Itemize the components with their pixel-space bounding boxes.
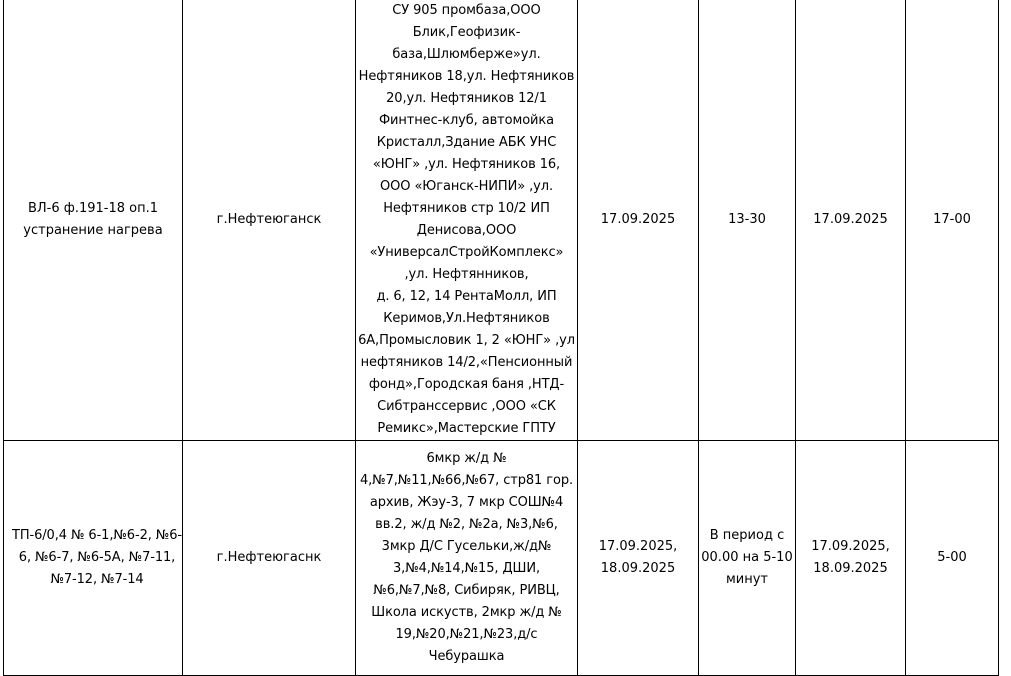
- object-cell: [4, 0, 183, 441]
- object-cell: [4, 441, 183, 676]
- object-text: ВЛ-6 ф.191-18 оп.1 устранение нагрева: [23, 201, 163, 238]
- table-row: [4, 0, 999, 441]
- off-time-cell: [699, 0, 796, 441]
- consumers-cell: [356, 441, 578, 676]
- consumers-cell: [356, 0, 578, 441]
- on-date-text: 17.09.2025: [813, 212, 888, 227]
- on-date-cell: [796, 0, 906, 441]
- city-text: г.Нефтеюганск: [216, 212, 322, 227]
- on-time-text: 5-00: [937, 550, 967, 565]
- on-time-cell: [906, 441, 999, 676]
- off-time-text: 13-30: [728, 212, 766, 227]
- on-date-cell: [796, 441, 906, 676]
- on-time-cell: [906, 0, 999, 441]
- consumers-text: СУ 905 промбаза,ООО Блик,Геофизик- база,Шлюмберже»ул. Нефтяников 18,ул. Нефтяников 20,ул. Нефтяников 12/1 Финтнес-клуб, автомойка Кристалл,Здание АБК УНС «ЮНГ» ,ул. Нефтяников 16, ООО «Юганск-НИПИ» ,ул. Нефтяников стр 10/2 ИП Денисова,ООО «УниверсалСтройКомплекс» ,ул. Нефтянников, д. 6, 12, 14 РентаМолл, ИП Керимов,Ул.Нефтяников 6А,Промысловик 1, 2 «ЮНГ» ,ул нефтяников 14/2,«Пенсионный фонд»,Городская баня ,НТД- Сибтранссервис ,ООО «СК Ремикс»,Мастерские ГПТУ: [358, 3, 575, 436]
- off-date-cell: [578, 441, 699, 676]
- off-time-text: В период с 00.00 на 5-10 минут: [701, 528, 793, 587]
- off-date-cell: [578, 0, 699, 441]
- off-date-text: 17.09.2025: [600, 212, 676, 227]
- outage-schedule-table: [3, 0, 999, 676]
- consumers-text: 6мкр ж/д № 4,№7,№11,№66,№67, стр81 гор. архив, Жэу-3, 7 мкр СОШ№4 вв.2, ж/д №2, №2а, №3,№6, 3мкр Д/С Гусельки,ж/д№ 3,№4,№14,№15, ДШИ, №6,№7,№8, Сибиряк, РИВЦ, Школа искуств, 2мкр ж/д № 19,№20,№21,№23,д/с Чебурашка: [359, 451, 574, 664]
- city-cell: [183, 0, 356, 441]
- on-time-text: 17-00: [933, 212, 971, 227]
- city-cell: [183, 441, 356, 676]
- on-date-text: 17.09.2025, 18.09.2025: [811, 539, 890, 576]
- table-row: [4, 441, 999, 676]
- city-text: г.Нефтеюгаснк: [216, 550, 322, 565]
- object-text: ТП-6/0,4 № 6-1,№6-2, №6- 6, №6-7, №6-5А, №7-11, №7-12, №7-14: [12, 528, 182, 587]
- off-time-cell: [699, 441, 796, 676]
- off-date-text: 17.09.2025, 18.09.2025: [598, 539, 678, 576]
